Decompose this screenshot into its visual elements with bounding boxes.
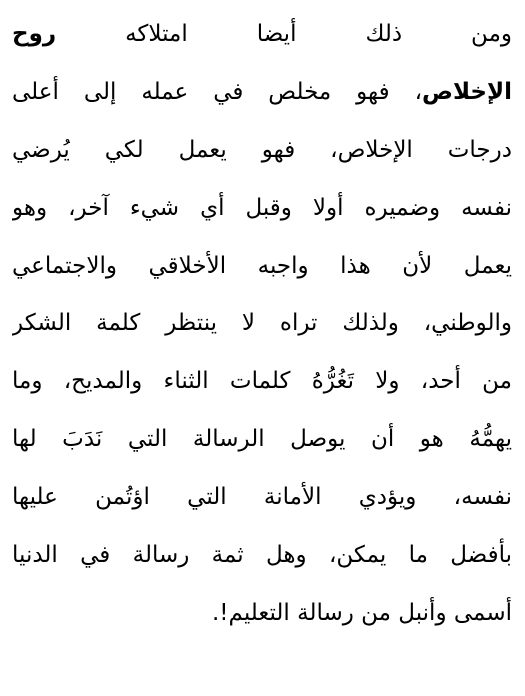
line-text: من أحد، ولا تَغُرُّهُ كلمات الثناء والمديح، وما: [12, 368, 512, 395]
line-text: ومن ذلك أيضا امتلاكه: [56, 21, 512, 47]
paragraph-line: [12, 411, 512, 469]
line-text: والوطني، ولذلك تراه لا ينتظر كلمة الشكر: [12, 310, 512, 337]
paragraph-line: [12, 6, 512, 64]
paragraph-line: [12, 527, 512, 585]
bold-term: الإخلاص: [422, 78, 512, 105]
paragraph-line: [12, 469, 512, 527]
line-text-tail: ، فهو مخلص في عمله إلى أعلى: [12, 78, 422, 105]
line-text: يعمل لأن هذا واجبه الأخلاقي والاجتماعي: [12, 252, 512, 279]
line-text: أسمى وأنبل من رسالة التعليم!.: [211, 599, 512, 626]
paragraph-line: [12, 295, 512, 353]
paragraph-line: [12, 238, 512, 296]
paragraph-line: [12, 64, 512, 122]
line-text: نفسه، ويؤدي الأمانة التي اؤتُمن عليها: [12, 484, 512, 511]
paragraph-line: [12, 585, 512, 643]
line-text: بأفضل ما يمكن، وهل ثمة رسالة في الدنيا: [12, 542, 512, 569]
paragraph-line: [12, 353, 512, 411]
paragraph-line: [12, 180, 512, 238]
line-text: درجات الإخلاص، فهو يعمل لكي يُرضي: [12, 136, 512, 163]
bold-term: روح: [12, 21, 57, 47]
paragraph-line: [12, 122, 512, 180]
line-text: يهمُّهُ هو أن يوصل الرسالة التي نَدَبَ لها: [12, 426, 512, 453]
line-text: نفسه وضميره أولا وقبل أي شيء آخر، وهو: [12, 194, 512, 221]
paragraph: [12, 6, 512, 643]
